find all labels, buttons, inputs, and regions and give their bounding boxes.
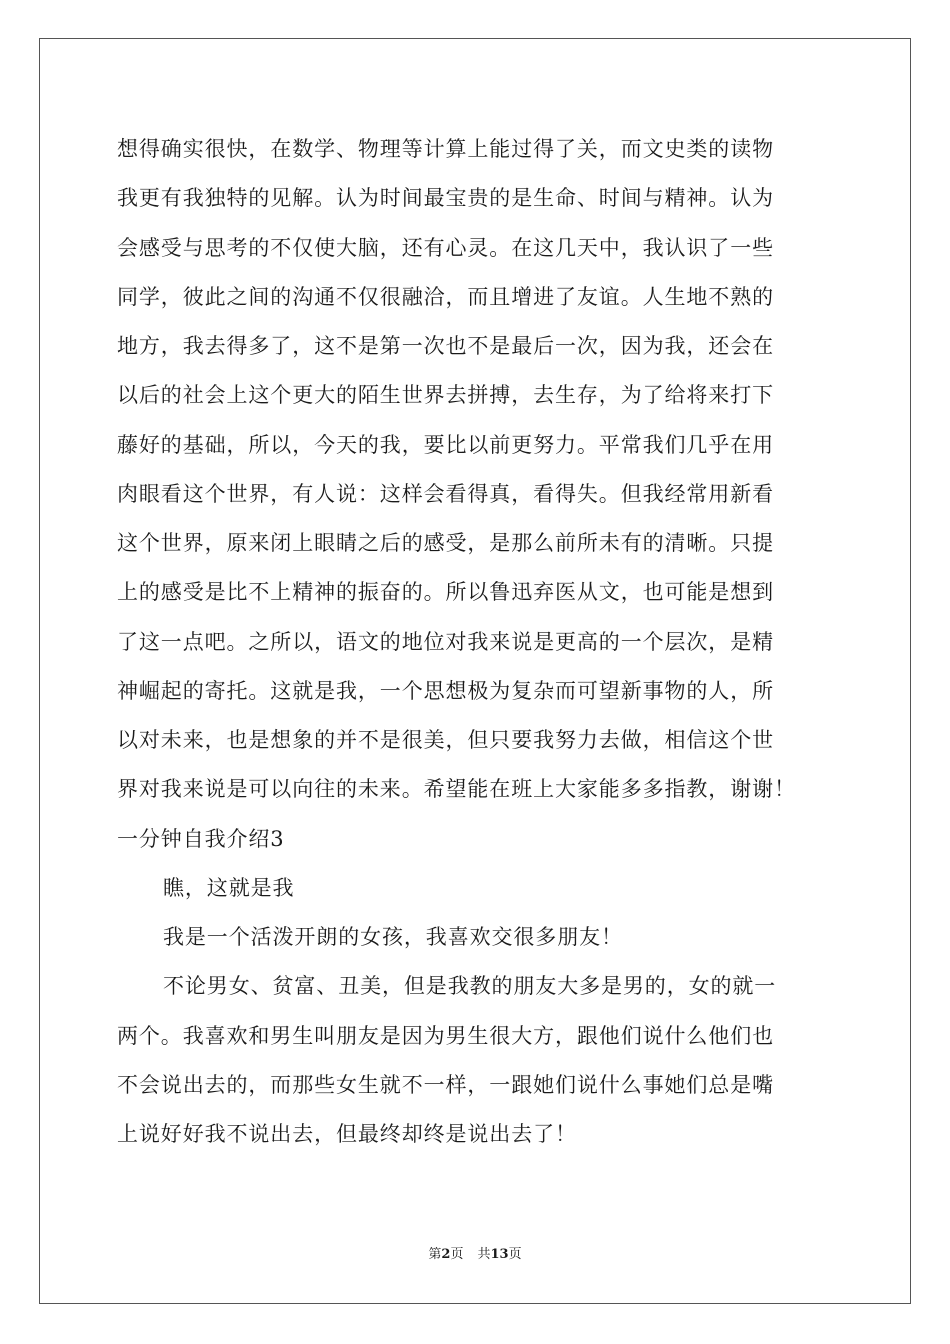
text-line: 这个世界，原来闭上眼睛之后的感受，是那么前所未有的清晰。只提 [117,531,774,555]
text-line: 了这一点吧。之所以，语文的地位对我来说是更高的一个层次，是精 [117,629,774,654]
total-suffix: 页 [508,1247,522,1262]
text-line: 界对我来说是可以向往的未来。希望能在班上大家能多多指教，谢谢！ [117,777,796,802]
text-line: 藤好的基础，所以，今天的我，要比以前更努力。平常我们几乎在用 [117,432,774,457]
text-line: 肉眼看这个世界，有人说：这样会看得真，看得失。但我经常用新看 [117,481,774,506]
paragraph-line: 不会说出去的，而那些女生就不一样，一跟她们说什么事她们总是嘴 [117,1072,774,1097]
page-prefix: 第 [428,1247,442,1262]
text-line: 上的感受是比不上精神的振奋的。所以鲁迅弃医从文，也可能是想到 [117,580,774,605]
paragraph-line: 不论男女、贫富、丑美，但是我教的朋友大多是男的，女的就一 [163,974,777,999]
paragraph-line: 瞧，这就是我 [163,875,295,900]
text-line: 地方，我去得多了，这不是第一次也不是最后一次，因为我，还会在 [117,334,774,358]
text-line: 神崛起的寄托。这就是我，一个思想极为复杂而可望新事物的人，所 [117,678,774,703]
paragraph-line: 两个。我喜欢和男生叫朋友是因为男生很大方，跟他们说什么他们也 [117,1023,774,1048]
document-body [117,125,837,1159]
page-suffix: 页 [450,1247,464,1262]
text-line: 会感受与思考的不仅使大脑，还有心灵。在这几天中，我认识了一些 [117,235,774,260]
text-line: 以对未来，也是想象的并不是很美，但只要我努力去做，相信这个世 [117,728,774,752]
total-prefix: 共 [477,1247,491,1262]
page-number: 2 [441,1247,451,1262]
text-line: 同学，彼此之间的沟通不仅很融洽，而且增进了友谊。人生地不熟的 [117,284,774,309]
total-pages: 13 [490,1247,509,1262]
text-line: 我更有我独特的见解。认为时间最宝贵的是生命、时间与精神。认为 [117,186,774,211]
paragraph-line: 我是一个活泼开朗的女孩，我喜欢交很多朋友！ [163,925,623,949]
text-line: 想得确实很快，在数学、物理等计算上能过得了关，而文史类的读物 [117,137,774,161]
text-line: 以后的社会上这个更大的陌生世界去拼搏，去生存，为了给将来打下 [117,383,774,408]
section-heading: 一分钟自我介绍3 [117,826,285,851]
page-footer [0,1246,950,1264]
paragraph-line: 上说好好我不说出去，但最终却终是说出去了！ [117,1122,577,1146]
